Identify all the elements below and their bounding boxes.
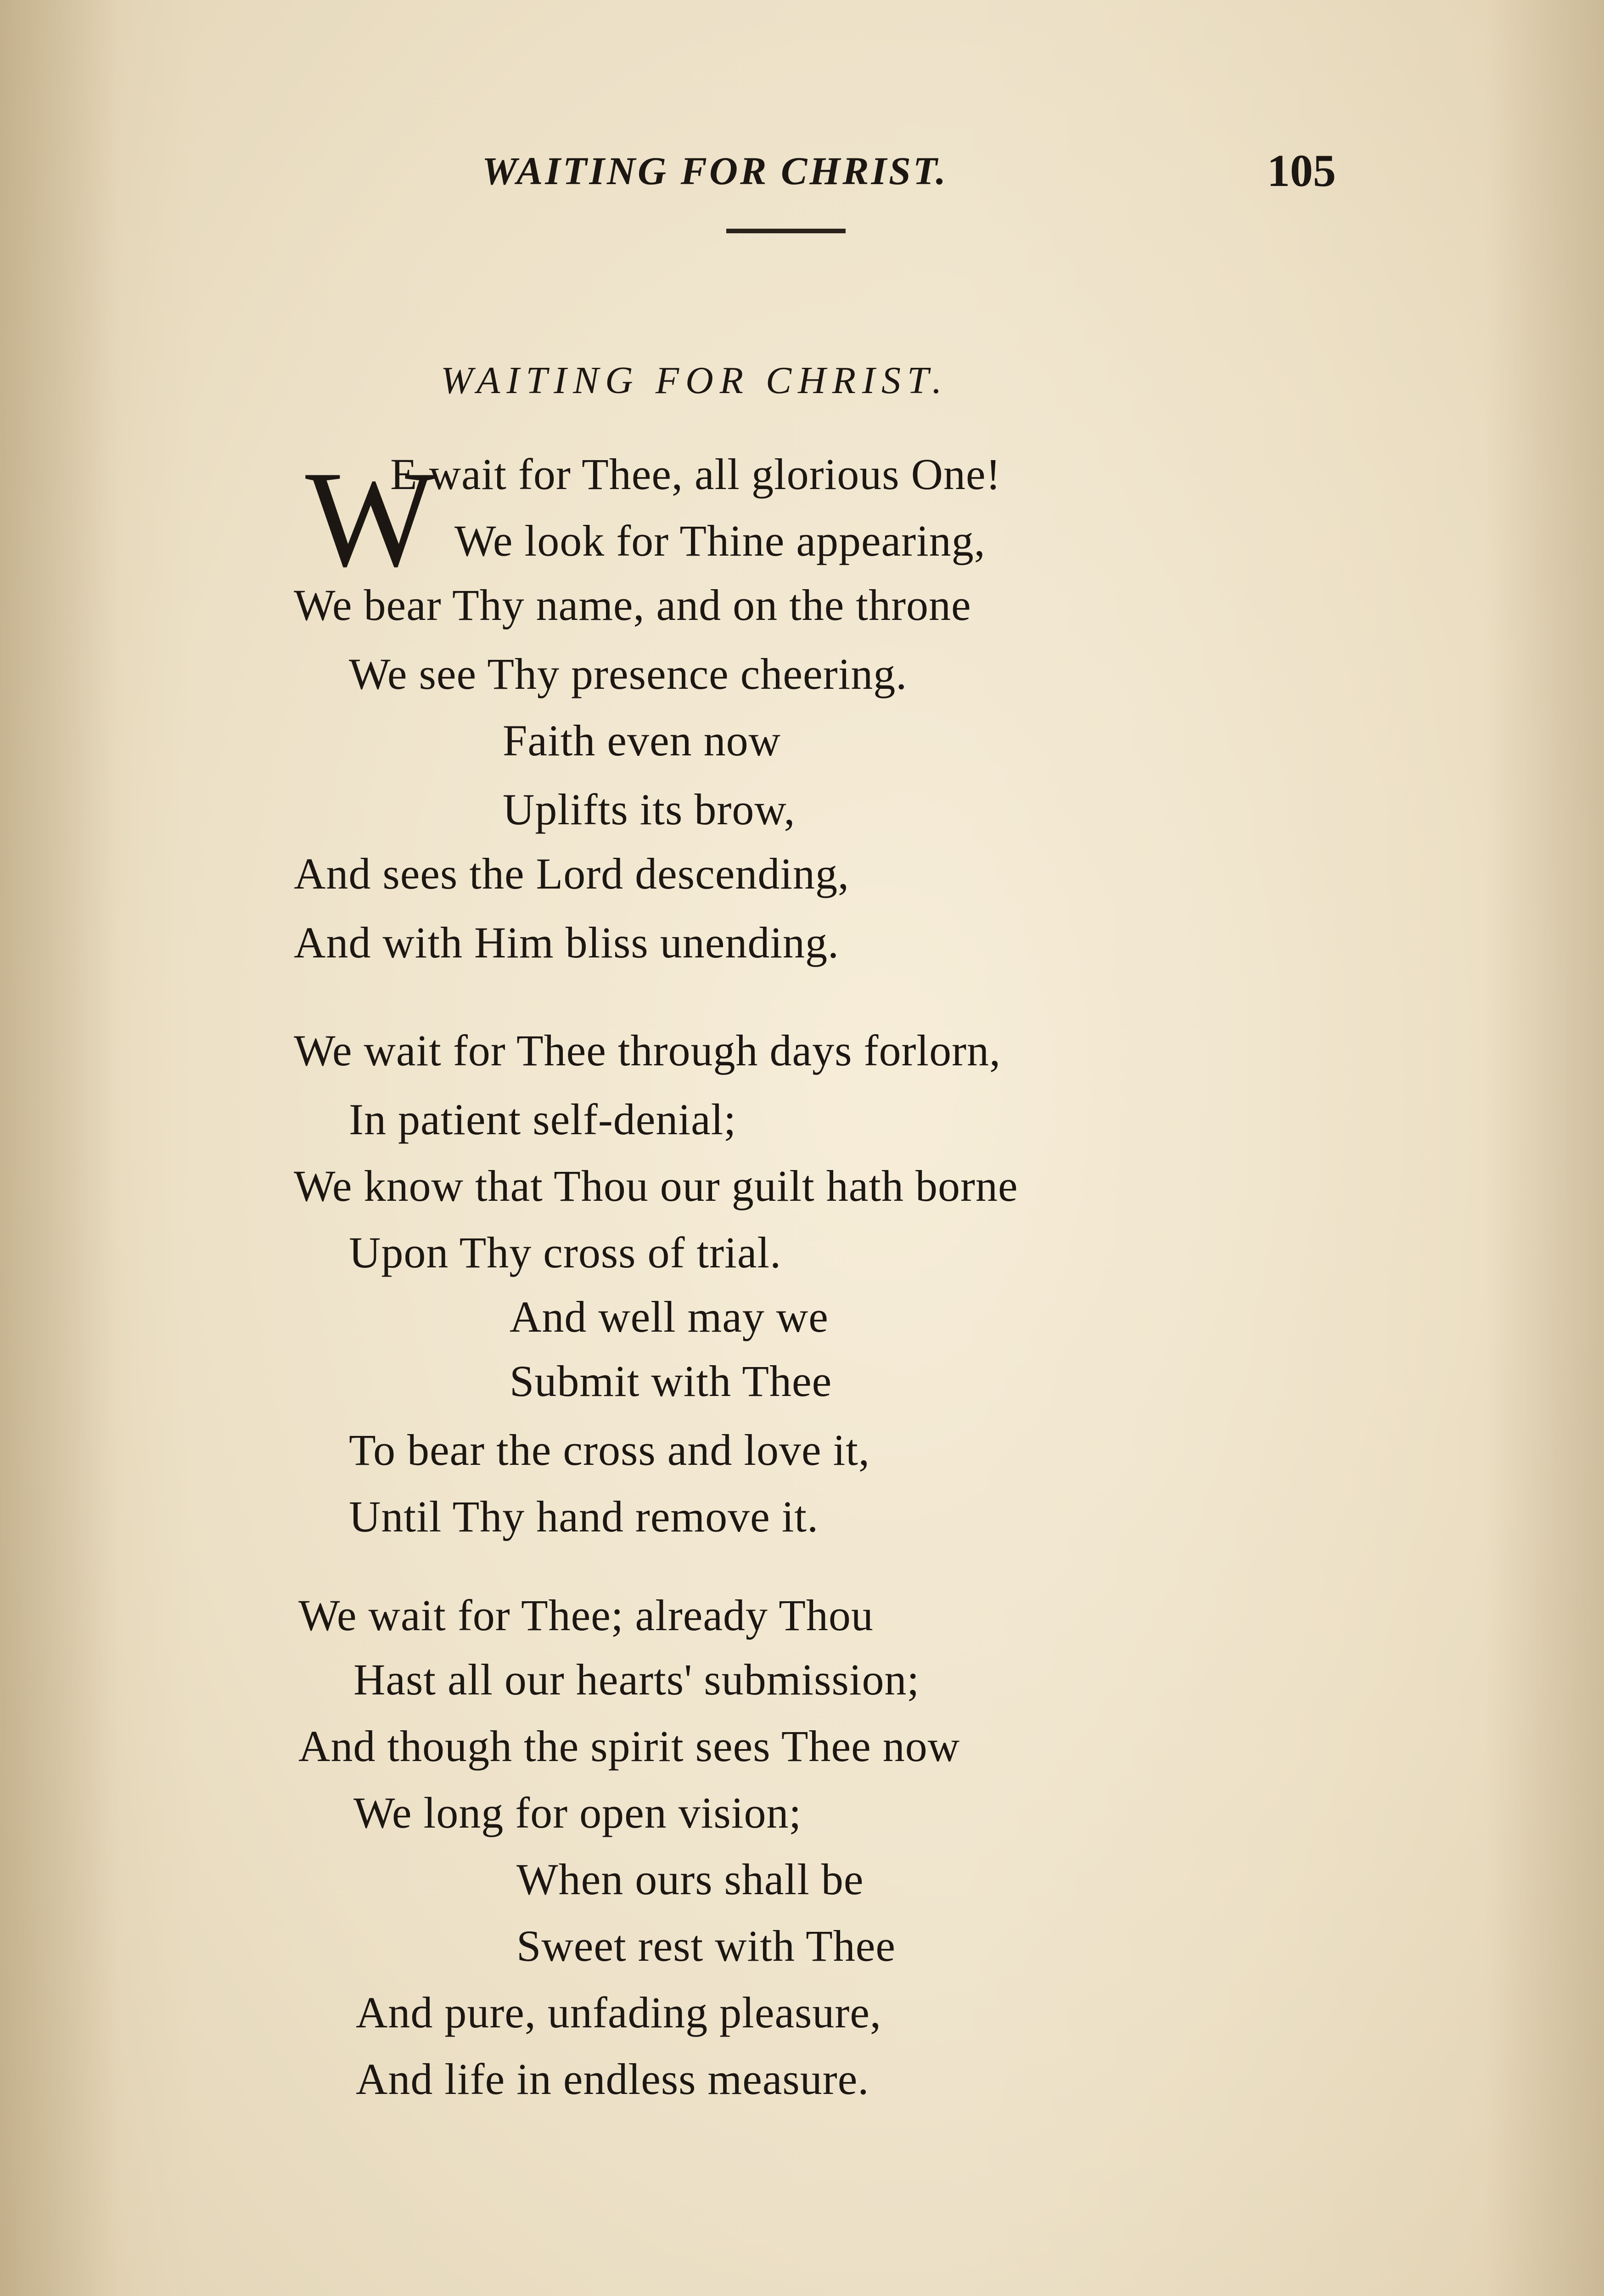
running-title: WAITING FOR CHRIST. [482, 149, 948, 193]
drop-cap: W [305, 443, 436, 595]
poem-line: We see Thy presence cheering. [349, 649, 908, 698]
poem-line: Faith even now [503, 716, 781, 765]
poem-line: We wait for Thee through days forlorn, [294, 1026, 1001, 1075]
poem-line: Hast all our hearts' submission; [353, 1655, 920, 1704]
poem-line: We know that Thou our guilt hath borne [294, 1161, 1018, 1210]
poem-line: And with Him bliss unending. [294, 918, 840, 967]
poem-line: We long for open vision; [353, 1788, 802, 1837]
poem-line: And well may we [510, 1292, 829, 1341]
poem-line: Sweet rest with Thee [516, 1921, 896, 1970]
page-number: 105 [1267, 145, 1336, 196]
poem-line: We look for Thine appearing, [454, 516, 986, 565]
poem-line: When ours shall be [516, 1855, 864, 1904]
poem-line: In patient self-denial; [349, 1095, 737, 1144]
poem-line: And pure, unfading pleasure, [356, 1988, 881, 2037]
poem-title: WAITING FOR CHRIST. [441, 359, 948, 402]
poem-line: And sees the Lord descending, [294, 849, 850, 898]
poem-line: We wait for Thee; already Thou [298, 1591, 874, 1640]
poem-line: And life in endless measure. [356, 2054, 869, 2104]
poem-line: Until Thy hand remove it. [349, 1492, 819, 1541]
poem-line: Submit with Thee [510, 1356, 832, 1406]
poem-line: And though the spirit sees Thee now [298, 1722, 960, 1771]
poem-line: To bear the cross and love it, [349, 1425, 870, 1474]
poem-line: Upon Thy cross of trial. [349, 1228, 782, 1277]
poem-line: E wait for Thee, all glorious One! [390, 450, 1001, 499]
poem-line: Uplifts its brow, [503, 785, 796, 834]
poem-line: We bear Thy name, and on the throne [294, 580, 971, 630]
